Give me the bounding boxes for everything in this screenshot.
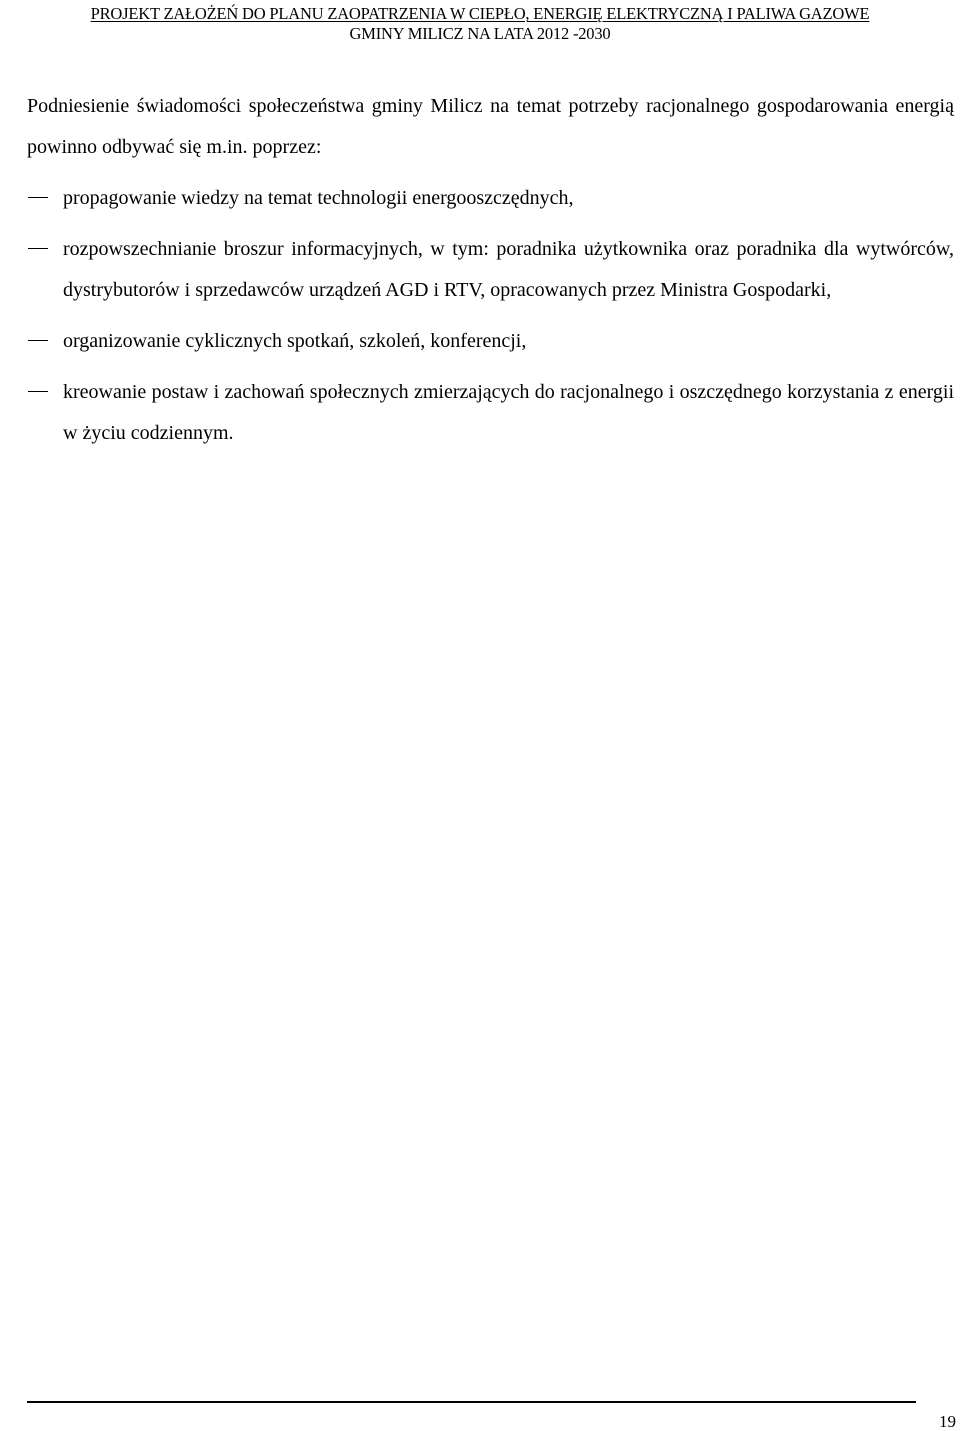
dash-bullet-icon: [28, 372, 48, 413]
list-item-text: organizowanie cyklicznych spotkań, szkoleń, konferencji,: [63, 330, 527, 352]
page-number: 19: [939, 1412, 956, 1431]
main-content: [27, 86, 954, 464]
intro-paragraph: Podniesienie świadomości społeczeństwa gminy Milicz na temat potrzeby racjonalnego gospodarowania energią powinno odbywać się m.in. poprzez:: [27, 95, 954, 158]
dash-bullet-icon: [28, 229, 48, 270]
list-item-text: kreowanie postaw i zachowań społecznych zmierzających do racjonalnego i oszczędnego korzystania z energii w życiu codziennym.: [63, 381, 954, 444]
dash-bullet-icon: [28, 178, 48, 219]
bullet-list: [27, 178, 954, 454]
dash-bullet-icon: [28, 321, 48, 362]
list-item: [27, 178, 954, 219]
list-item: [27, 229, 954, 311]
list-item: [27, 321, 954, 362]
document-subtitle: GMINY MILICZ NA LATA 2012 -2030: [349, 24, 611, 43]
list-item-text: propagowanie wiedzy na temat technologii energooszczędnych,: [63, 187, 574, 209]
document-title: PROJEKT ZAŁOŻEŃ DO PLANU ZAOPATRZENIA W CIEPŁO, ENERGIĘ ELEKTRYCZNĄ I PALIWA GAZOWE: [90, 4, 870, 23]
list-item: [27, 372, 954, 454]
footer-divider: [27, 1401, 916, 1403]
page-header: [0, 4, 960, 44]
list-item-text: rozpowszechnianie broszur informacyjnych, w tym: poradnika użytkownika oraz poradnika dla wytwórców, dystrybutorów i sprzedawców urządzeń AGD i RTV, opracowanych przez Ministra Gospodarki,: [63, 238, 954, 301]
